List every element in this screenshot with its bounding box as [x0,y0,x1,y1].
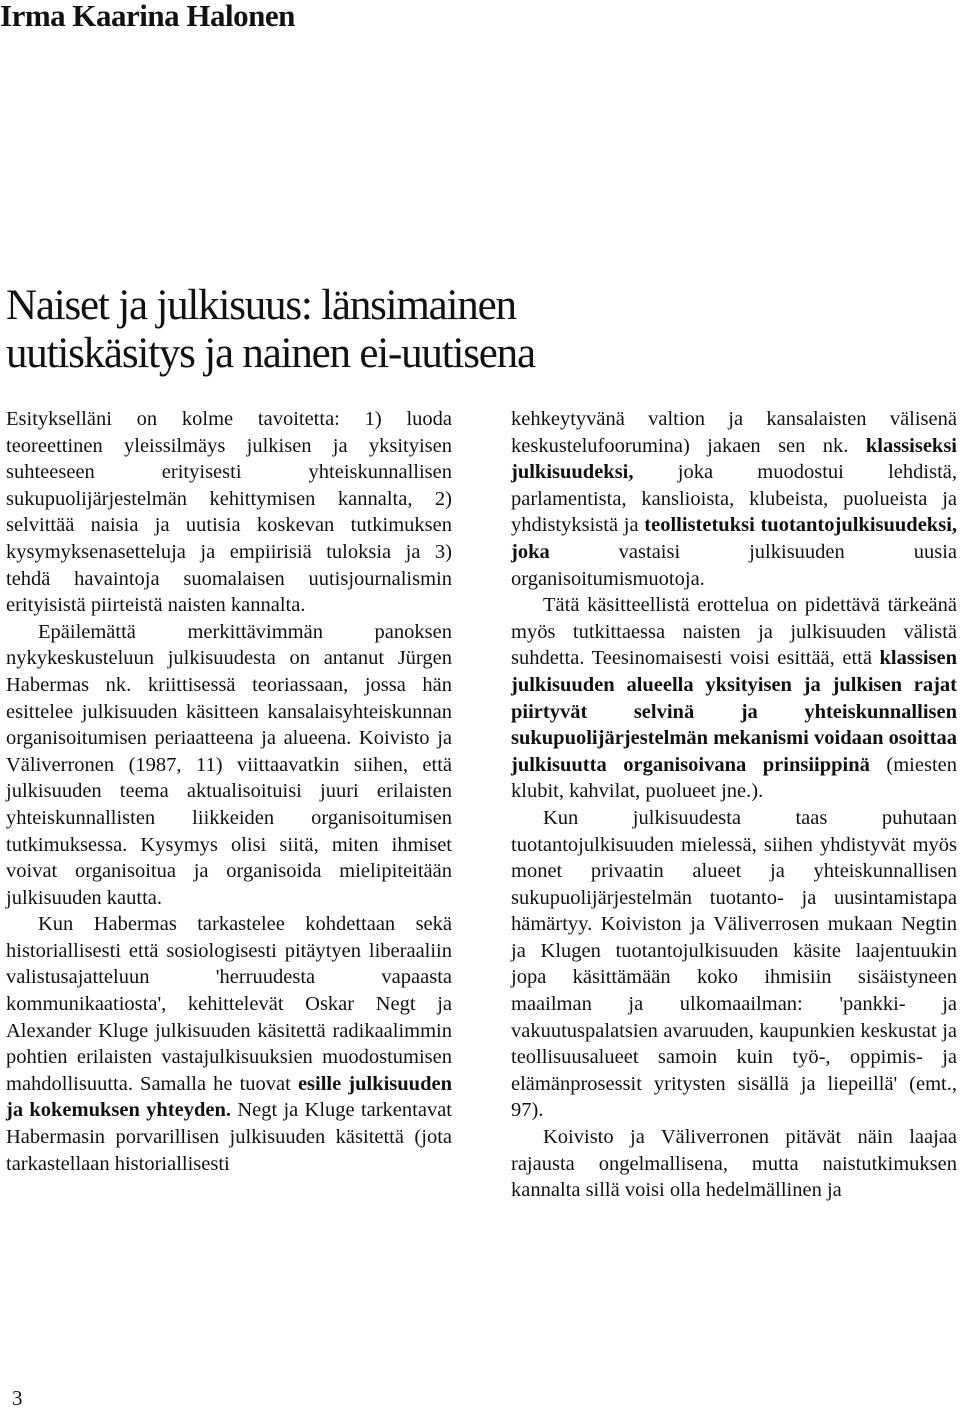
bold-text: esille julkisuuden ja kokemuksen yhteyden. [6,1072,452,1122]
title-line-1: Naiset ja julkisuus: länsimainen [6,282,516,329]
text-run: Kun Habermas tarkastelee kohdettaan sekä historiallisesti että sosiologisesti pitäytyen liberaaliin valistusajatteluun 'herruudesta vapaasta kommunikaatiosta', kehittelevät Oskar Negt ja Alexander Kluge julkisuuden käsitettä radikaalimmin pohtien erilaisten vastajulkisuuksien muodostumisen mahdollisuutta. Samalla he tuovat [6,913,452,1095]
right-column [511,406,957,1204]
text-run: joka muodostui lehdistä, parlamentista, kanslioista, klubeista, puolueista ja yhdistyksistä ja [511,461,957,537]
text-run: (miesten klubit, kahvilat, puolueet jne.). [511,753,958,803]
text-run: kehkeytyvänä valtion ja kansalaisten välisenä keskustelufoorumina) jakaen sen nk. [511,408,957,457]
bold-text: klassiseksi julkisuudeksi, [511,434,957,484]
paragraph: Esitykselläni on kolme tavoitetta: 1) luoda teoreettinen yleissilmäys julkisen ja yksityisen suhteeseen erityisesti yhteiskunnallisen sukupuolijärjestelmän kehittymisen kannalta, 2) selvittää naisia ja uutisia koskevan tutkimuksen kysymyksenasetteluja ja empiirisiä tuloksia ja 3) tehdä havaintoja suomalaisen uutisjournalismin erityisistä piirteistä naisten kannalta. [6,408,452,617]
text-run: Negt ja Kluge tarkentavat Habermasin porvarillisen julkisuuden käsitettä (jota tarkastellaan historiallisesti [6,1099,452,1175]
article-title [6,282,946,378]
paragraph [6,911,452,1177]
left-column [6,406,452,1177]
text-run: vastaisi julkisuuden uusia organisoitumismuotoja. [511,540,957,590]
bold-text: klassisen julkisuuden alueella yksityisen ja julkisen rajat piirtyvät selvinä ja yhteiskunnallisen sukupuolijärjestelmän mekanismi voidaan osoittaa julkisuutta organisoivana prinsiippinä [511,647,957,776]
paragraph: Kun julkisuudesta taas puhutaan tuotantojulkisuuden mielessä, siihen yhdistyvät myös monet privaatin alueet ja yhteiskunnallisen sukupuolijärjestelmän tuotanto- ja uusintamistapa hämärtyy. Koiviston ja Väliverrosen mukaan Negtin ja Klugen tuotantojulkisuuden käsite laajentuukin jopa käsittämään koko ihmisiin sisäistyneen maailman ja ulkomaailman: 'pankki- ja vakuutuspalatsien avaruuden, kaupunkien keskustat ja teollisuusalueet samoin kuin työ-, oppimis- ja elämänprosessit yritysten sisällä ja liepeillä' (emt., 97). [511,806,957,1122]
paragraph [511,592,957,805]
paragraph [511,406,957,592]
bold-text: teollistetuksi tuotantojulkisuudeksi, joka [511,514,958,563]
title-line-2: uutiskäsitys ja nainen ei-uutisena [6,330,535,377]
paragraph: Koivisto ja Väliverronen pitävät näin laajaa rajausta ongelmallisena, mutta naistutkimuksen kannalta sillä voisi olla hedelmällinen ja [511,1126,957,1202]
page-number: 3 [12,1386,23,1410]
paragraph: Epäilemättä merkittävimmän panoksen nykykeskusteluun julkisuudesta on antanut Jürgen Habermas nk. kriittisessä teoriassaan, jossa hän esittelee julkisuuden käsitteen kansalaisyhteiskunnan organisoitumisen periaatteena ja alueena. Koivisto ja Väliverronen (1987, 11) viittaavatkin siihen, että julkisuuden teema aktualisoituisi juuri erilaisten yhteiskunnallisten liikkeiden organisoitumisen tutkimuksessa. Kysymys olisi siitä, miten ihmiset voivat organisoitua ja organisoida mielipiteitään julkisuuden kautta. [6,620,452,909]
text-run: Tätä käsitteellistä erottelua on pidettävä tärkeänä myös tutkittaessa naisten ja julkisuuden välistä suhdetta. Teesinomaisesti voisi esittää, että [511,594,957,670]
author-name: Irma Kaarina Halonen [0,0,295,33]
